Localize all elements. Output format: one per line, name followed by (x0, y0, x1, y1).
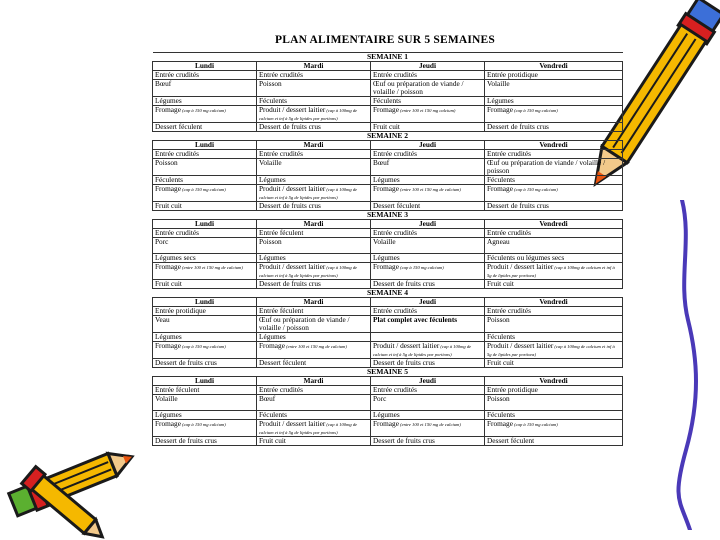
cell-label: Fromage (373, 184, 399, 193)
meal-cell: Volaille (257, 159, 371, 176)
meal-cell: Plat complet avec féculents (371, 316, 485, 333)
meal-cell: Féculents (257, 97, 371, 106)
meal-cell: Légumes (257, 333, 371, 342)
day-header: Jeudi (371, 220, 485, 229)
cell-note: (entre 100 et 150 mg de calcium) (398, 422, 461, 427)
meal-cell: Poisson (485, 316, 623, 333)
table-row (153, 420, 623, 437)
meal-cell: Entrée crudités (371, 386, 485, 395)
meal-cell: Entrée crudités (153, 71, 257, 80)
meal-cell (485, 342, 623, 359)
meal-cell: Dessert féculent (485, 437, 623, 446)
meal-cell: Féculents (485, 176, 623, 185)
meal-cell: Volaille (485, 80, 623, 97)
meal-cell: Porc (153, 238, 257, 254)
day-header: Vendredi (485, 377, 623, 386)
table-row (153, 176, 623, 185)
meal-cell: Entrée protidique (485, 71, 623, 80)
table-row (153, 359, 623, 368)
table-row (153, 80, 623, 97)
meal-cell (485, 420, 623, 437)
day-header: Mardi (257, 220, 371, 229)
meal-cell: Dessert féculent (257, 359, 371, 368)
table-row (153, 254, 623, 263)
table-row (153, 333, 623, 342)
meal-cell: Entrée crudités (153, 229, 257, 238)
meal-cell (153, 263, 257, 280)
meal-cell (257, 185, 371, 202)
meal-cell (153, 420, 257, 437)
pencil-clipart-bottom-left (0, 430, 140, 540)
meal-cell: Légumes (485, 97, 623, 106)
meal-cell: Fruit cuit (153, 280, 257, 289)
cell-label: Fromage (155, 184, 181, 193)
day-header: Jeudi (371, 298, 485, 307)
meal-cell (371, 420, 485, 437)
table-row (153, 238, 623, 254)
table-row (153, 437, 623, 446)
meal-cell: Entrée crudités (257, 71, 371, 80)
meal-cell: Bœuf (153, 80, 257, 97)
meal-cell: Poisson (257, 238, 371, 254)
cell-label: Produit / dessert laitier (373, 341, 440, 350)
cell-label: Fromage (373, 262, 399, 271)
table-row (153, 229, 623, 238)
table-row (153, 202, 623, 211)
meal-cell (371, 342, 485, 359)
day-header: Mardi (257, 62, 371, 71)
meal-cell: Entrée protidique (153, 307, 257, 316)
cell-note: (cap à 150 mg calcium) (180, 344, 226, 349)
meal-cell: Entrée crudités (371, 150, 485, 159)
meal-cell: Légumes (371, 176, 485, 185)
meal-cell: Légumes (153, 411, 257, 420)
meal-cell: Féculents (485, 411, 623, 420)
table-row (153, 263, 623, 280)
meal-cell: Veau (153, 316, 257, 333)
meal-cell: Entrée féculent (153, 386, 257, 395)
meal-cell: Légumes (257, 176, 371, 185)
cell-label: Fromage (373, 419, 399, 428)
meal-cell: Entrée crudités (257, 386, 371, 395)
table-row (153, 97, 623, 106)
meal-cell: Féculents (153, 176, 257, 185)
cell-note: (cap à 100mg de calcium et inf à 5g de lipides par portions) (373, 344, 472, 357)
day-header: Mardi (257, 141, 371, 150)
cell-note: (entre 100 et 150 mg calcium) (398, 108, 456, 113)
cell-label: Fromage (155, 341, 181, 350)
table-row (153, 386, 623, 395)
meal-cell: Féculents ou légumes secs (485, 254, 623, 263)
meal-cell: Poisson (257, 80, 371, 97)
cell-label: Produit / dessert laitier (259, 184, 326, 193)
cell-note: (cap à 100mg de calcium et inf à 5g de lipides par portions) (487, 344, 615, 357)
meal-cell: Bœuf (371, 159, 485, 176)
day-header: Mardi (257, 298, 371, 307)
meal-cell: Dessert de fruits crus (257, 202, 371, 211)
day-header: Vendredi (485, 141, 623, 150)
meal-cell: Fruit cuit (257, 437, 371, 446)
meal-cell: Dessert de fruits crus (257, 280, 371, 289)
meal-cell: Légumes (153, 333, 257, 342)
meal-cell: Œuf ou préparation de viande / volaille / poisson (371, 80, 485, 97)
meal-cell: Entrée féculent (257, 229, 371, 238)
cell-label: Fromage (487, 184, 513, 193)
cell-note: (entre 100 et 150 mg de calcium) (180, 265, 243, 270)
meal-cell: Entrée crudités (371, 307, 485, 316)
meal-cell: Entrée crudités (371, 71, 485, 80)
day-header: Lundi (153, 377, 257, 386)
meal-cell (371, 263, 485, 280)
meal-cell: Dessert de fruits crus (371, 280, 485, 289)
meal-cell: Féculents (485, 333, 623, 342)
table-row (153, 307, 623, 316)
meal-cell: Volaille (371, 238, 485, 254)
week-header: SEMAINE 5 (153, 368, 623, 377)
meal-cell: Entrée crudités (257, 150, 371, 159)
meal-cell: Légumes secs (153, 254, 257, 263)
document-page (148, 34, 622, 509)
week-header: SEMAINE 4 (153, 289, 623, 298)
table-row (153, 123, 623, 132)
cell-label: Fromage (259, 341, 285, 350)
meal-cell: Entrée crudités (153, 150, 257, 159)
cell-note: (cap à 150 mg calcium) (512, 108, 558, 113)
cell-note: (cap à 100mg de calcium et inf à 5g de lipides par portions) (259, 265, 358, 278)
meal-cell: Fruit cuit (485, 280, 623, 289)
meal-cell: Dessert de fruits crus (485, 202, 623, 211)
cell-note: (cap à 100mg de calcium et inf à 5g de lipides par portions) (259, 422, 358, 435)
meal-cell: Bœuf (257, 395, 371, 411)
day-header: Jeudi (371, 62, 485, 71)
meal-cell: Féculents (257, 411, 371, 420)
cell-label: Fromage (155, 105, 181, 114)
meal-cell: Féculents (371, 97, 485, 106)
meal-cell: Légumes (153, 97, 257, 106)
table-row (153, 395, 623, 411)
meal-cell: Légumes (257, 254, 371, 263)
meal-cell: Poisson (153, 159, 257, 176)
day-header: Lundi (153, 62, 257, 71)
day-header: Lundi (153, 141, 257, 150)
cell-note: (cap à 150 mg calcium) (180, 422, 226, 427)
meal-cell: Entrée crudités (485, 229, 623, 238)
meal-cell: Œuf ou préparation de viande / volaille / poisson (485, 159, 623, 176)
table-row (153, 159, 623, 176)
meal-cell (371, 106, 485, 123)
meal-cell: Entrée crudités (371, 229, 485, 238)
week-header: SEMAINE 3 (153, 211, 623, 220)
cell-label: Fromage (155, 419, 181, 428)
cell-note: (cap à 150 mg calcium) (512, 422, 558, 427)
cell-note: (cap à 150 mg calcium) (398, 265, 444, 270)
cell-label: Produit / dessert laitier (259, 419, 326, 428)
table-row (153, 411, 623, 420)
table-row (153, 185, 623, 202)
day-header: Jeudi (371, 377, 485, 386)
meal-cell: Porc (371, 395, 485, 411)
meal-cell: Dessert de fruits crus (371, 437, 485, 446)
table-row (153, 316, 623, 333)
meal-cell: Poisson (485, 395, 623, 411)
meal-cell (371, 185, 485, 202)
meal-cell: Volaille (153, 395, 257, 411)
meal-cell: Entrée crudités (485, 150, 623, 159)
cell-label: Fromage (487, 105, 513, 114)
meal-cell (371, 333, 485, 342)
table-row (153, 71, 623, 80)
meal-plan-table (152, 52, 623, 446)
meal-cell (485, 263, 623, 280)
meal-cell: Fruit cuit (371, 123, 485, 132)
day-header: Jeudi (371, 141, 485, 150)
purple-scribble-line (670, 200, 710, 530)
table-row (153, 342, 623, 359)
table-row (153, 150, 623, 159)
cell-note: (entre 100 et 150 mg de calcium) (398, 187, 461, 192)
meal-cell: Dessert de fruits crus (485, 123, 623, 132)
page-title: PLAN ALIMENTAIRE SUR 5 SEMAINES (274, 34, 496, 46)
week-header: SEMAINE 2 (153, 132, 623, 141)
cell-label: Fromage (155, 262, 181, 271)
meal-cell (257, 342, 371, 359)
cell-label: Fromage (487, 419, 513, 428)
cell-label: Fromage (373, 105, 399, 114)
cell-note: (cap à 150 mg calcium) (180, 108, 226, 113)
meal-cell (257, 106, 371, 123)
day-header: Mardi (257, 377, 371, 386)
meal-cell (485, 185, 623, 202)
meal-cell: Légumes (371, 411, 485, 420)
meal-cell (485, 106, 623, 123)
meal-cell: Dessert de fruits crus (371, 359, 485, 368)
table-row (153, 280, 623, 289)
cell-note: (cap à 100mg de calcium et inf à 5g de lipides par portions) (487, 265, 615, 278)
day-header: Lundi (153, 220, 257, 229)
day-header: Vendredi (485, 62, 623, 71)
meal-cell (257, 420, 371, 437)
cell-label: Produit / dessert laitier (259, 105, 326, 114)
meal-cell: Dessert féculent (371, 202, 485, 211)
cell-label: Produit / dessert laitier (259, 262, 326, 271)
meal-cell: Dessert de fruits crus (153, 359, 257, 368)
meal-cell: Légumes (371, 254, 485, 263)
meal-cell (153, 106, 257, 123)
meal-cell (257, 263, 371, 280)
meal-cell: Dessert de fruits crus (153, 437, 257, 446)
cell-note: (cap à 100mg de calcium et inf à 5g de lipides par portions) (259, 108, 358, 121)
meal-cell: Entrée crudités (485, 307, 623, 316)
meal-cell: Entrée féculent (257, 307, 371, 316)
meal-cell (153, 342, 257, 359)
meal-cell: Dessert féculent (153, 123, 257, 132)
week-header: SEMAINE 1 (153, 53, 623, 62)
meal-cell: Dessert de fruits crus (257, 123, 371, 132)
cell-note: (cap à 150 mg calcium) (512, 187, 558, 192)
table-row (153, 106, 623, 123)
cell-note: (cap à 150 mg calcium) (180, 187, 226, 192)
meal-cell: Agneau (485, 238, 623, 254)
meal-cell: Fruit cuit (153, 202, 257, 211)
cell-label: Produit / dessert laitier (487, 341, 554, 350)
meal-cell: Fruit cuit (485, 359, 623, 368)
day-header: Vendredi (485, 220, 623, 229)
cell-note: (entre 100 et 150 mg de calcium) (284, 344, 347, 349)
cell-label: Produit / dessert laitier (487, 262, 554, 271)
meal-cell: Œuf ou préparation de viande / volaille / poisson (257, 316, 371, 333)
day-header: Lundi (153, 298, 257, 307)
cell-note: (cap à 100mg de calcium et inf à 5g de lipides par portions) (259, 187, 358, 200)
meal-cell (153, 185, 257, 202)
meal-cell: Entrée protidique (485, 386, 623, 395)
day-header: Vendredi (485, 298, 623, 307)
